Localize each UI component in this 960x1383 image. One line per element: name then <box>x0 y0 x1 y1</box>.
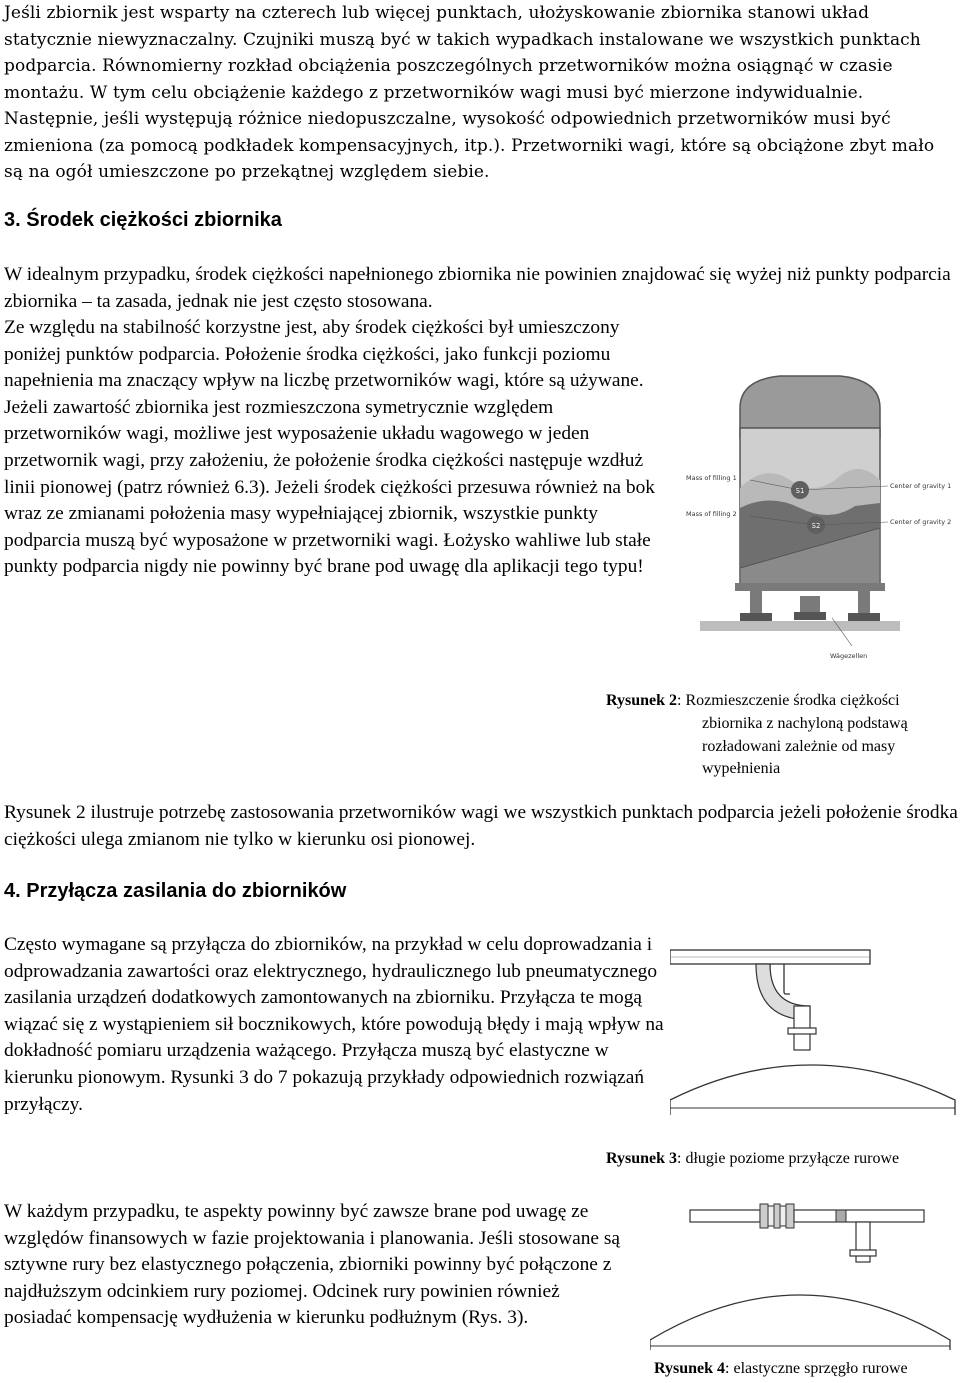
section-4-paragraph-2: W każdym przypadku, te aspekty powinny być zawsze brane pod uwagę ze względów finansowych w fazie projektowania i planowania. Jeśli stosowane są sztywne rury bez elastycznego połączenia, zbiorniki powinny być połączone z najdłuższym odcinkiem rury poziomej. Odcinek rury powinien również posiadać kompensację wydłużenia w kierunku podłużnym (Rys. 3). <box>4 1201 621 1329</box>
figure-2-caption-line-1: : Rozmieszczenie środka ciężkości <box>677 692 900 709</box>
figure-2-mass2-label: Mass of filling 2 <box>686 510 737 518</box>
section-3-heading: 3. Środek ciężkości zbiornika <box>4 209 282 231</box>
intro-sentence-3: W tym celu obciążenie każdego z przetworników wagi musi być mierzone indywidualnie. <box>89 82 864 103</box>
figure-2-mass1-label: Mass of filling 1 <box>686 474 737 482</box>
figure-2-tank-diagram <box>680 368 960 668</box>
figure-4-coupling-diagram <box>650 1190 960 1355</box>
figure-3-pipe-diagram <box>670 930 960 1120</box>
section-4-paragraph-1: Często wymagane są przyłącza do zbiorników, na przykład w celu doprowadzania i odprowadzania zawartości oraz elektrycznego, hydraulicznego lub pneumatycznego zasilania urządzeń dodatkowych zamontowanych na zbiorniku. Przyłącza te mogą wiązać się z wystąpieniem sił bocznikowych, które powodują błędy i mają wpływ na dokładność pomiaru urządzenia ważącego. Przyłącza muszą być elastyczne w kierunku pionowym. Rysunki 3 do 7 pokazują przykłady odpowiednich rozwiązań przyłączy. <box>4 934 664 1115</box>
figure-2-cog1-label: Center of gravity 1 <box>890 482 952 490</box>
section-3-paragraph-narrow: Ze względu na stabilność korzystne jest, aby środek ciężkości był umieszczony poniżej punktów podparcia. Położenie środka ciężkości, jako funkcji poziomu napełnienia ma znaczący wpływ na liczbę przetworników wagi, które są używane. Jeżeli zawartość zbiornika jest rozmieszczona symetrycznie względem przetworników wagi, możliwe jest wyposażenie układu wagowego w jeden przetwornik wagi, przy założeniu, że położenie środka ciężkości następuje wzdłuż linii pionowej (patrz również 6.3). Jeżeli środek ciężkości przesuwa również na bok wraz ze zmianami położenia masy wypełniającej zbiornik, wszystkie punkty podparcia muszą być wyposażone w przetworniki wagi. Łożysko wahliwe lub stałe punkty podparcia nigdy nie powinny być brane pod uwagę dla aplikacji tego typu! <box>4 317 655 578</box>
figure-2-s1: S1 <box>795 487 805 495</box>
figure-3-caption <box>606 1150 899 1168</box>
intro-paragraph <box>4 0 956 186</box>
bellows-coupling-icon <box>760 1204 794 1228</box>
intro-sentence-4: Następnie, jeśli występują różnice niedopuszczalne, wysokość odpowiednich przetworników musi być zmieniona (za pomocą podkładek kompensacyjnych, itp.). <box>4 109 891 156</box>
section-4-heading: 4. Przyłącza zasilania do zbiorników <box>4 880 347 902</box>
figure-3-caption-text: : długie poziome przyłącze rurowe <box>677 1150 900 1167</box>
figure-2-load-cells-label: Wägezellen <box>830 652 868 660</box>
figure-2-caption-label: Rysunek 2 <box>606 692 678 709</box>
intro-sentence-5: Przetworniki wagi, które są obciążone zbyt mało są na ogół umieszczone po przekątnej względem siebie. <box>4 135 935 182</box>
section-3-paragraph-full: W idealnym przypadku, środek ciężkości napełnionego zbiornika nie powinien znajdować się wyżej niż punkty podparcia zbiornika – ta zasada, jednak nie jest często stosowana. <box>4 264 951 312</box>
intro-sentence-1: Jeśli zbiornik jest wsparty na czterech lub więcej punktach, ułożyskowanie zbiornika stanowi układ statycznie niewyznaczalny. Czujniki muszą być w takich wypadkach instalowane we wszystkich punktach podparcia. <box>4 3 921 76</box>
figure-2-s2: S2 <box>811 522 821 530</box>
figure-4-caption <box>654 1360 908 1378</box>
after-figure-2-paragraph: Rysunek 2 ilustruje potrzebę zastosowania przetworników wagi we wszystkich punktach podparcia jeżeli położenie środka ciężkości ulega zmianom nie tylko w kierunku osi pionowej. <box>4 802 958 850</box>
figure-2-caption-line-4: wypełnienia <box>702 760 781 778</box>
figure-4-caption-label: Rysunek 4 <box>654 1360 726 1377</box>
figure-2-caption-line-2: zbiornika z nachyloną podstawą <box>702 714 908 732</box>
figure-4-caption-text: : elastyczne sprzęgło rurowe <box>725 1360 908 1377</box>
figure-2-cog2-label: Center of gravity 2 <box>890 518 952 526</box>
figure-2-caption-line-3: rozładowani zależnie od masy <box>702 737 896 755</box>
intro-sentence-2: Równomierny rozkład obciążenia poszczególnych przetworników można osiągnąć w czasie montażu. <box>4 56 893 103</box>
figure-2-caption <box>606 690 960 781</box>
figure-3-caption-label: Rysunek 3 <box>606 1150 678 1167</box>
